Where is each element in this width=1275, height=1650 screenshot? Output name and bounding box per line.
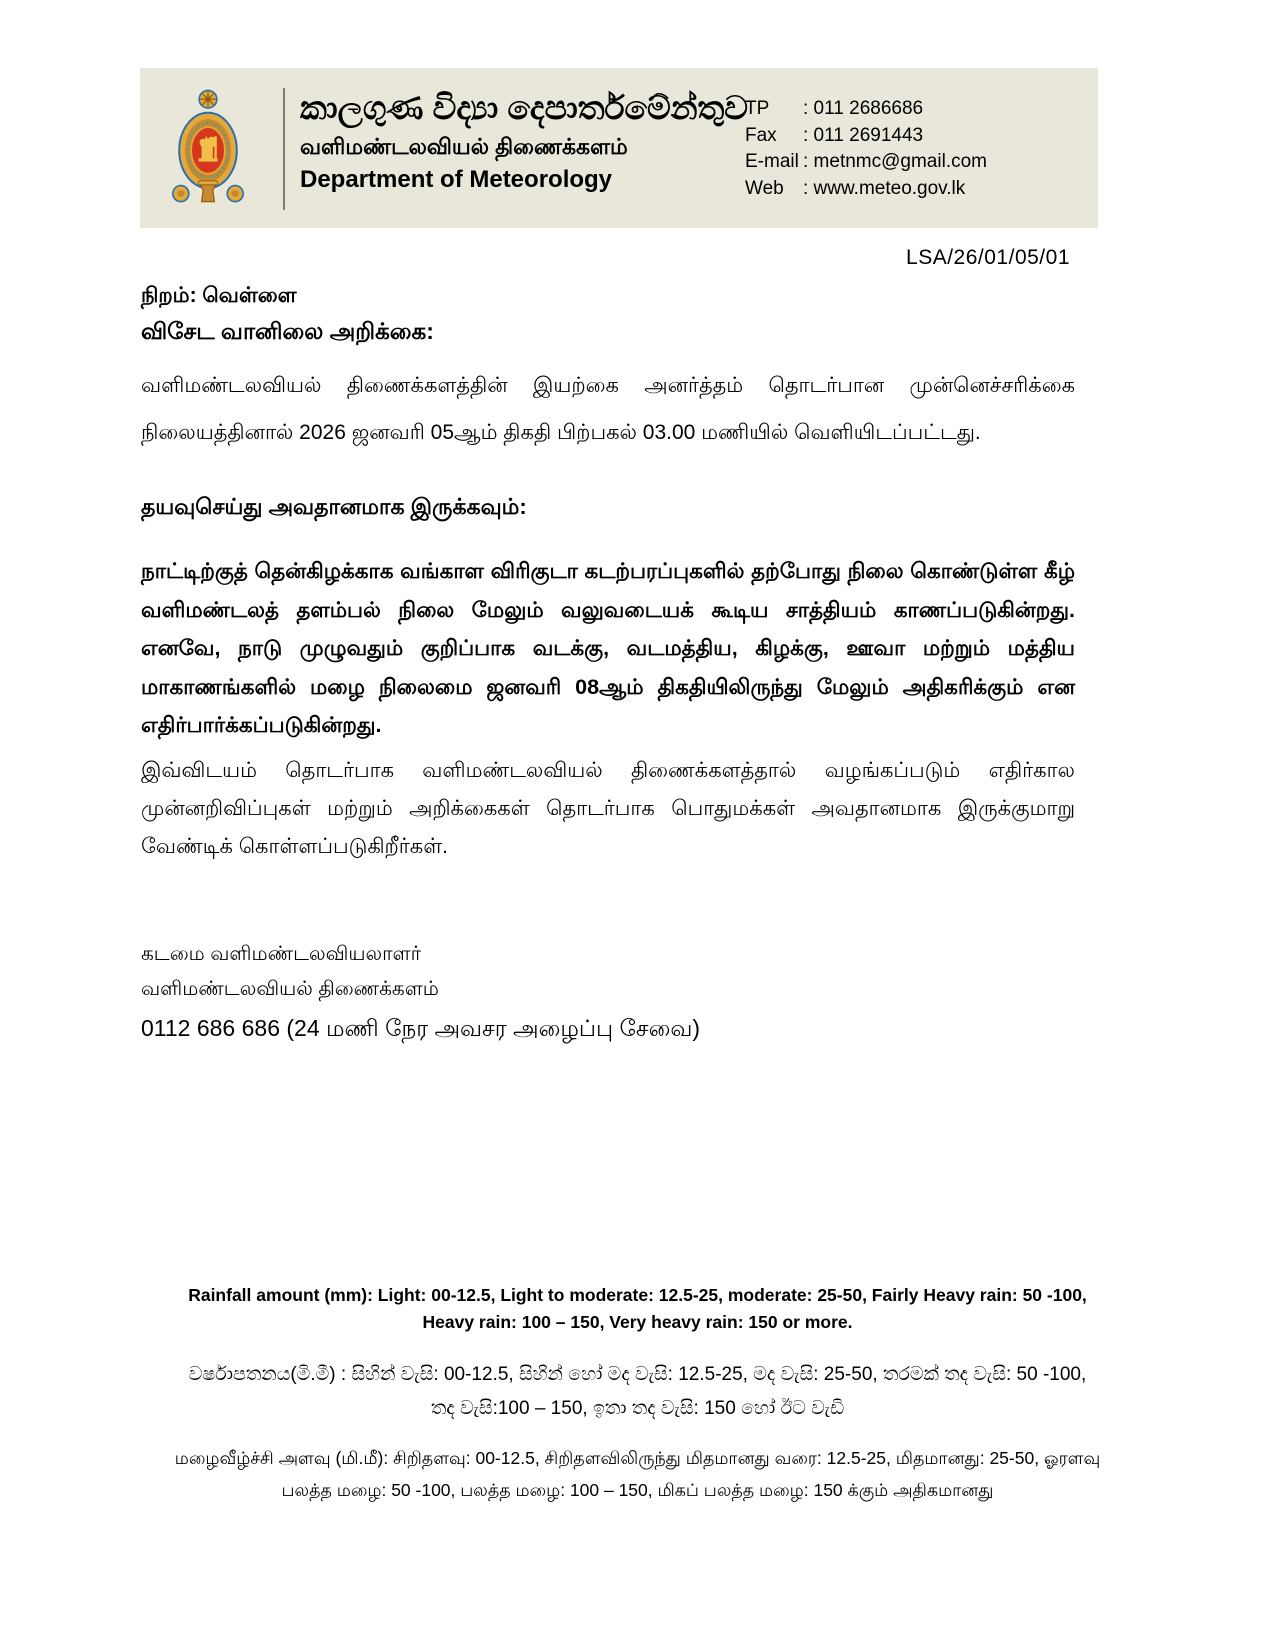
email-label: E-mail: [745, 151, 799, 172]
signatory-title: கடமை வளிமண்டலவியலாளர்: [141, 943, 422, 965]
email-value: : metnmc@gmail.com: [803, 151, 987, 172]
rainfall-legend-tamil-line2: பலத்த மழை: 50 -100, பலத்த மழை: 100 – 150, மிகப் பலத்த மழை: 150 க்கும் அதிகமானது: [281, 1480, 994, 1500]
contact-block: [745, 96, 1075, 202]
tp-value: : 011 2686686: [803, 98, 924, 119]
rainfall-legend-sinhala-line2: තද වැසි:100 – 150, ඉතා තද වැසි: 150 හෝ ඊට වැඩි: [430, 1398, 845, 1419]
advisory-paragraph: நாட்டிற்குத் தென்கிழக்காக வங்காள விரிகுடா கடற்பரப்புகளில் தற்போது நிலை கொண்டுள்ள கீழ் வளிமண்டலத் தளம்பல் நிலை மேலும் வலுவடையக் கூடிய சாத்தியம் காணப்படுகின்றது. எனவே, நாடு முழுவதும் குறிப்பாக வடக்கு, வடமத்திய, கிழக்கு, ஊவா மற்றும் மத்திய மாகாணங்களில் மழை நிலைமை ஜனவரி 08ஆம் திகதியிலிருந்து மேலும் அதிகரிக்கும் என எதிர்பார்க்கப்படுகின்றது.: [141, 559, 1075, 737]
rainfall-legend-english-line1: Rainfall amount (mm): Light: 00-12.5, Light to moderate: 12.5-25, moderate: 25-50, Fairly Heavy rain: 50 -100,: [188, 1285, 1087, 1305]
contact-fax: [745, 123, 1075, 150]
fax-label: Fax: [745, 124, 777, 146]
reference-number: LSA/26/01/05/01: [906, 246, 1070, 269]
contact-tp: [745, 96, 1075, 123]
signatory-department: வளிமண்டலவியல் திணைக்களம்: [141, 978, 439, 1000]
issued-statement: வளிமண்டலவியல் திணைக்களத்தின் இயற்கை அனர்த்தம் தொடர்பான முன்னெச்சரிக்கை நிலையத்தினால் 2026 ஜனவரி 05ஆம் திகதி பிற்பகல் 03.00 மணியில் வெளியிடப்பட்டது.: [141, 374, 1075, 444]
department-title-tamil: வளிமண்டலவியல் திணைக்களம்: [300, 134, 628, 159]
contact-web: [745, 176, 1075, 203]
fax-value: : 011 2691443: [803, 124, 924, 146]
web-label: Web: [745, 177, 784, 199]
report-title: விசேட வானிலை அறிக்கை:: [141, 318, 434, 344]
public-notice-paragraph: இவ்விடயம் தொடர்பாக வளிமண்டலவியல் திணைக்களத்தால் வழங்கப்படும் எதிர்கால முன்னறிவிப்புகள் மற்றும் அறிக்கைகள் தொடர்பாக பொதுமக்கள் அவதானமாக இருக்குமாறு வேண்டிக் கொள்ளப்படுகிறீர்கள்.: [141, 759, 1075, 858]
department-title-sinhala: කාලගුණ විද්‍යා දෙපාර්තමේන්තුව: [300, 89, 749, 126]
letterhead: [140, 68, 1098, 228]
rainfall-legend-tamil-line1: மழைவீழ்ச்சி அளவு (மி.மீ): சிறிதளவு: 00-12.5, சிறிதளவிலிருந்து மிதமானது வரை: 12.5-25, மிதமானது: 25-50, ஓரளவு: [174, 1448, 1101, 1468]
department-titles: [300, 86, 749, 196]
web-value: : www.meteo.gov.lk: [803, 177, 966, 199]
sri-lanka-emblem-icon: [168, 86, 248, 210]
contact-email: [745, 149, 1075, 176]
rainfall-legend: [0, 1282, 1275, 1506]
department-title-english: Department of Meteorology: [300, 166, 613, 193]
rainfall-legend-english-line2: Heavy rain: 100 – 150, Very heavy rain: 150 or more.: [422, 1312, 853, 1332]
header-divider: [283, 88, 285, 210]
tp-label: TP: [745, 98, 770, 119]
caution-heading: தயவுசெய்து அவதானமாக இருக்கவும்:: [141, 494, 527, 519]
color-status-line: நிறம்: வெள்ளை: [141, 284, 297, 307]
emergency-hotline: 0112 686 686 (24 மணி நேர அவசர அழைப்பு சேவை): [141, 1015, 701, 1041]
rainfall-legend-sinhala-line1: වර්ෂාපතනය(මි.මී) : සිහින් වැසි: 00-12.5, සිහින් හෝ මද වැසි: 12.5-25, මද වැසි: 25-50, තරමක් තද වැසි: 50 -100,: [188, 1364, 1087, 1385]
